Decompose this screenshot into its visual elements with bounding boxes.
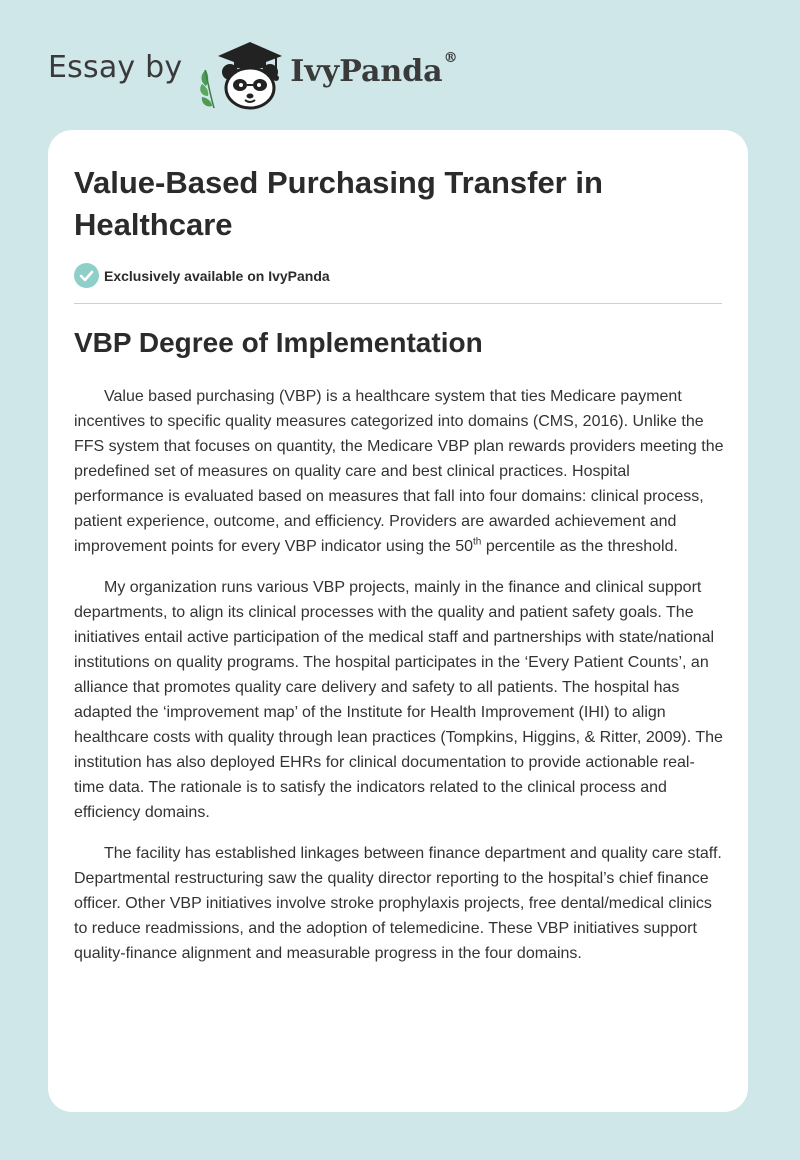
brand-name: IvyPanda® [290, 49, 458, 89]
check-circle-icon [74, 263, 99, 288]
paragraph: The facility has established linkages between finance department and quality care staff. Departmental restructuring saw the quality director reporting to the hospital’s chief finance officer. Other VBP initiatives involve stroke prophylaxis projects, free dental/medical clinics to reduce readmissions, and the adoption of telemedicine. These VBP initiatives support quality-finance alignment and measurable progress in the four domains. [74, 845, 722, 962]
section-heading: VBP Degree of Implementation [74, 327, 483, 358]
paragraph: Value based purchasing (VBP) is a healthcare system that ties Medicare payment incentives to specific quality measures categorized into domains (CMS, 2016). Unlike the FFS system that focuses on quantity, the Medicare VBP plan rewards providers meeting the predefined set of measures on quality care and best clinical practices. Hospital performance is evaluated based on measures that fall into four domains: clinical process, patient experience, outcome, and efficiency. Providers are awarded achievement and improvement points for every VBP indicator using the 50th percentile as the threshold. [74, 388, 724, 555]
essay-title: Value-Based Purchasing Transfer in Healthcare [74, 165, 603, 242]
divider [74, 303, 722, 304]
essay-body [74, 384, 724, 982]
registered-mark: ® [443, 49, 458, 66]
exclusive-badge-label: Exclusively available on IvyPanda [104, 267, 330, 284]
superscript: th [473, 536, 482, 548]
panda-logo-icon [196, 36, 288, 110]
brand-prefix: Essay by [48, 49, 183, 85]
exclusive-badge [74, 263, 330, 288]
brand-header[interactable] [48, 36, 458, 110]
essay-card [48, 130, 748, 1112]
paragraph: My organization runs various VBP projects, mainly in the finance and clinical support departments, to align its clinical processes with the quality and patient safety goals. The initiatives entail active participation of the medical staff and partnerships with state/national institutions on quality programs. The hospital participates in the ‘Every Patient Counts’, an alliance that promotes quality care delivery and safety to all patients. The hospital has adapted the ‘improvement map’ of the Institute for Health Improvement (IHI) to align healthcare costs with quality through lean practices (Tompkins, Higgins, & Ritter, 2009). The institution has also deployed EHRs for clinical documentation to provide actionable real-time data. The rationale is to satisfy the indicators related to the clinical process and efficiency domains. [74, 579, 723, 821]
